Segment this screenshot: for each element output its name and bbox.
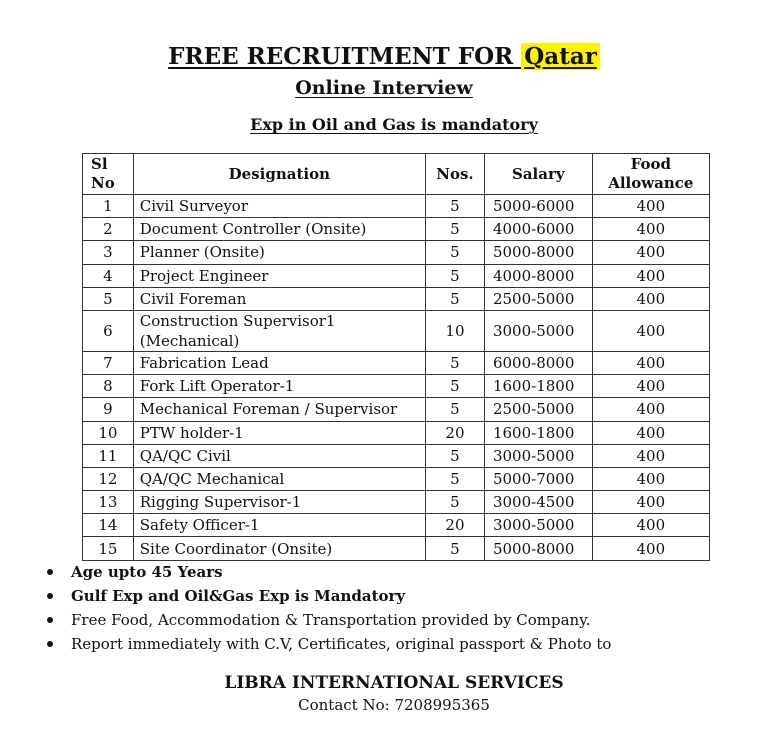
cell-salary: 5000-6000 [484, 195, 592, 218]
list-item [45, 608, 611, 632]
cell-sl: 5 [83, 287, 134, 310]
cell-salary: 5000-8000 [484, 537, 592, 560]
cell-designation: Fabrication Lead [133, 351, 425, 374]
cell-designation: PTW holder-1 [133, 421, 425, 444]
cell-designation: Mechanical Foreman / Supervisor [133, 398, 425, 421]
cell-food: 400 [592, 491, 709, 514]
cell-salary: 2500-5000 [484, 287, 592, 310]
bullet-text: Gulf Exp and Oil&Gas Exp is Mandatory [71, 587, 406, 605]
cell-designation: Document Controller (Onsite) [133, 218, 425, 241]
requirements-list [45, 560, 611, 656]
cell-sl: 7 [83, 351, 134, 374]
cell-sl: 9 [83, 398, 134, 421]
table-row [83, 287, 710, 310]
cell-salary: 4000-6000 [484, 218, 592, 241]
cell-sl: 4 [83, 264, 134, 287]
table-row [83, 398, 710, 421]
cell-nos: 20 [425, 421, 484, 444]
jobs-table-body [83, 195, 710, 561]
cell-nos: 5 [425, 467, 484, 490]
table-row [83, 537, 710, 560]
cell-designation: Project Engineer [133, 264, 425, 287]
table-row [83, 375, 710, 398]
cell-designation: Site Coordinator (Onsite) [133, 537, 425, 560]
cell-designation: QA/QC Mechanical [133, 467, 425, 490]
cell-nos: 10 [425, 310, 484, 351]
cell-salary: 3000-4500 [484, 491, 592, 514]
table-row [83, 310, 710, 351]
cell-salary: 5000-7000 [484, 467, 592, 490]
bullet-icon [47, 641, 53, 647]
cell-nos: 20 [425, 514, 484, 537]
cell-sl: 2 [83, 218, 134, 241]
cell-food: 400 [592, 287, 709, 310]
cell-food: 400 [592, 421, 709, 444]
cell-sl: 11 [83, 444, 134, 467]
bullet-text: Report immediately with C.V, Certificates, original passport & Photo to [71, 635, 612, 653]
contact-number: Contact No: 7208995365 [298, 696, 490, 714]
cell-food: 400 [592, 351, 709, 374]
requirement-note: Exp in Oil and Gas is mandatory [250, 115, 538, 134]
cell-sl: 1 [83, 195, 134, 218]
cell-salary: 4000-8000 [484, 264, 592, 287]
table-row [83, 444, 710, 467]
col-sl-line2: No [91, 174, 115, 192]
col-sl-no [83, 154, 134, 195]
cell-salary: 2500-5000 [484, 398, 592, 421]
subtitle: Online Interview [295, 77, 473, 99]
cell-salary: 1600-1800 [484, 421, 592, 444]
cell-nos: 5 [425, 195, 484, 218]
table-row [83, 195, 710, 218]
cell-food: 400 [592, 537, 709, 560]
cell-designation: Safety Officer-1 [133, 514, 425, 537]
table-row [83, 218, 710, 241]
cell-salary: 3000-5000 [484, 444, 592, 467]
cell-designation: Civil Surveyor [133, 195, 425, 218]
cell-food: 400 [592, 467, 709, 490]
page-title [0, 42, 768, 72]
cell-food: 400 [592, 444, 709, 467]
title-prefix: FREE RECRUITMENT FOR [168, 43, 522, 70]
bullet-text: Age upto 45 Years [71, 563, 223, 581]
cell-food: 400 [592, 218, 709, 241]
cell-designation: Fork Lift Operator-1 [133, 375, 425, 398]
cell-sl: 3 [83, 241, 134, 264]
cell-nos: 5 [425, 398, 484, 421]
bullet-icon [47, 617, 53, 623]
cell-sl: 8 [83, 375, 134, 398]
bullet-icon [47, 593, 53, 599]
cell-sl: 13 [83, 491, 134, 514]
cell-designation: Construction Supervisor1 (Mechanical) [133, 310, 425, 351]
table-row [83, 467, 710, 490]
cell-food: 400 [592, 241, 709, 264]
cell-salary: 1600-1800 [484, 375, 592, 398]
jobs-table-header [83, 154, 710, 195]
jobs-table [82, 153, 710, 561]
cell-designation: Rigging Supervisor-1 [133, 491, 425, 514]
cell-food: 400 [592, 514, 709, 537]
cell-designation: Planner (Onsite) [133, 241, 425, 264]
cell-nos: 5 [425, 375, 484, 398]
cell-nos: 5 [425, 287, 484, 310]
cell-salary: 3000-5000 [484, 310, 592, 351]
cell-nos: 5 [425, 491, 484, 514]
cell-designation: QA/QC Civil [133, 444, 425, 467]
cell-salary: 5000-8000 [484, 241, 592, 264]
list-item [45, 560, 611, 584]
col-designation: Designation [133, 154, 425, 195]
cell-nos: 5 [425, 241, 484, 264]
header-row [83, 154, 710, 195]
cell-food: 400 [592, 195, 709, 218]
bullet-icon [47, 569, 53, 575]
col-sl-line1: Sl [91, 155, 108, 173]
cell-food: 400 [592, 264, 709, 287]
cell-food: 400 [592, 375, 709, 398]
title-highlight-country: Qatar [521, 43, 600, 70]
cell-nos: 5 [425, 351, 484, 374]
col-salary: Salary [484, 154, 592, 195]
table-row [83, 421, 710, 444]
list-item [45, 632, 611, 656]
cell-salary: 6000-8000 [484, 351, 592, 374]
table-row [83, 351, 710, 374]
col-food-line2: Allowance [608, 174, 694, 192]
cell-sl: 10 [83, 421, 134, 444]
cell-nos: 5 [425, 264, 484, 287]
col-nos: Nos. [425, 154, 484, 195]
list-item [45, 584, 611, 608]
cell-sl: 12 [83, 467, 134, 490]
table-row [83, 241, 710, 264]
bullet-text: Free Food, Accommodation & Transportation provided by Company. [71, 611, 591, 629]
table-row [83, 514, 710, 537]
cell-nos: 5 [425, 218, 484, 241]
cell-nos: 5 [425, 444, 484, 467]
cell-sl: 14 [83, 514, 134, 537]
cell-food: 400 [592, 398, 709, 421]
cell-designation: Civil Foreman [133, 287, 425, 310]
table-row [83, 491, 710, 514]
table-row [83, 264, 710, 287]
cell-sl: 6 [83, 310, 134, 351]
col-food-line1: Food [630, 155, 671, 173]
company-name: LIBRA INTERNATIONAL SERVICES [224, 673, 564, 693]
cell-food: 400 [592, 310, 709, 351]
cell-salary: 3000-5000 [484, 514, 592, 537]
cell-nos: 5 [425, 537, 484, 560]
col-food-allowance [592, 154, 709, 195]
page-title-wrap [168, 43, 600, 70]
cell-sl: 15 [83, 537, 134, 560]
